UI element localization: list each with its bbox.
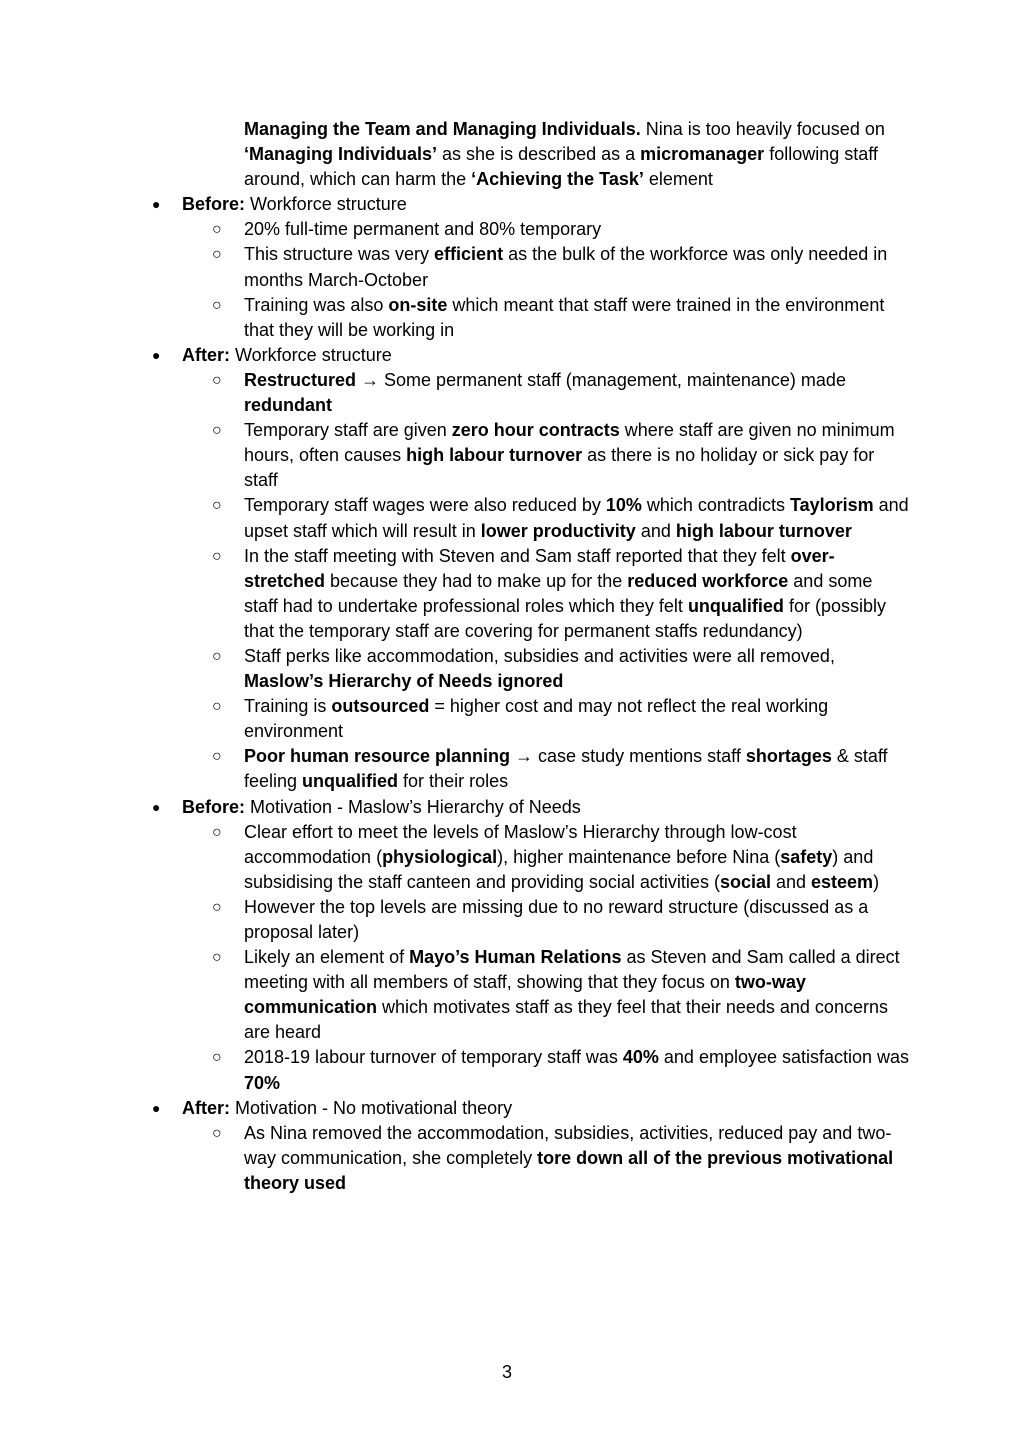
text-run: Temporary staff wages were also reduced by [244,495,606,516]
bold-text-run: high labour turnover [675,520,852,541]
bold-text-run: Maslow’s Hierarchy of Needs ignored [244,671,564,692]
section-item [150,343,910,795]
list-item-text [244,744,910,794]
bold-text-run: Taylorism [789,495,874,516]
bold-text-run: lower productivity [480,520,636,541]
bold-text-run: Poor human resource planning [244,746,511,767]
hollow-bullet-icon: ○ [212,1124,222,1142]
bold-text-run: safety [780,846,833,867]
text-run: which meant that staff were trained in the environment that they will be working in [244,294,885,340]
section-heading [182,1096,910,1121]
list-item-text [244,1121,910,1196]
bold-text-run: After: [182,1097,230,1118]
list-item [182,493,910,543]
text-run: Motivation - No motivational theory [230,1097,513,1118]
hollow-bullet-icon: ○ [212,547,222,565]
text-run: → Some permanent staff (management, maintenance) made [356,369,846,390]
bold-text-run: efficient [434,244,504,265]
bold-text-run: Before: [182,796,246,817]
section-heading [182,192,910,217]
hollow-bullet-icon: ○ [212,422,222,440]
hollow-bullet-icon: ○ [212,823,222,841]
bold-text-run: Managing the Team and Managing Individuals. [244,119,641,139]
text-run: for (possibly that the temporary staff are covering for permanent staffs redundancy) [244,595,886,641]
section-item [150,1096,910,1196]
text-run: Staff perks like accommodation, subsidies and activities were all removed, [244,645,835,666]
bold-text-run: 70% [244,1072,281,1093]
bold-text-run: physiological [382,846,498,867]
list-item [182,694,910,744]
text-run: and some staff had to undertake professional roles which they felt [244,570,873,616]
text-run: Likely an element of [244,947,410,968]
text-run: This structure was very [244,244,435,265]
text-run: because they had to make up for the [325,570,628,591]
text-run: As Nina removed the accommodation, subsidies, activities, reduced pay and two-way communication, she completely [244,1122,892,1168]
section-heading [182,343,910,368]
text-run: Clear effort to meet the levels of Maslow’s Hierarchy through low-cost accommodation ( [244,821,797,867]
text-run: which motivates staff as they feel that their needs and concerns are heard [244,997,888,1043]
sub-bullet-list [182,217,910,342]
text-run: following staff around, which can harm the [244,144,878,190]
text-run: Training is [244,696,332,717]
list-item [182,945,910,1045]
list-item-text [244,217,910,242]
page-number: 3 [501,1362,512,1382]
bold-text-run: shortages [745,746,832,767]
list-item-text [244,242,910,292]
text-run: and upset staff which will result in [244,495,909,541]
bold-text-run: redundant [244,395,332,416]
text-run: ), higher maintenance before Nina ( [497,846,781,867]
filled-bullet-icon: ● [152,798,161,815]
bold-text-run: two-way communication [244,972,806,1018]
text-run: for their roles [398,771,509,792]
hollow-bullet-icon: ○ [212,898,222,916]
section-item [150,795,910,1096]
text-run: as there is no holiday or sick pay for staff [244,445,875,491]
text-run: Nina is too heavily focused on [640,119,885,139]
hollow-bullet-icon: ○ [212,246,222,264]
filled-bullet-icon: ● [152,346,161,363]
text-run: → case study mentions staff [510,746,746,767]
section-item [150,192,910,343]
text-run: In the staff meeting with Steven and Sam staff reported that they felt [244,545,791,566]
bold-text-run: esteem [811,871,874,892]
bold-text-run: over-stretched [244,545,835,591]
text-run: and [770,871,812,892]
text-run: Training was also [244,294,389,315]
list-item-text [244,293,910,343]
bold-text-run: tore down all of the previous motivational theory used [244,1147,894,1193]
list-item-text [244,644,910,694]
text-run: and employee satisfaction was [658,1047,910,1068]
hollow-bullet-icon: ○ [212,748,222,766]
bold-text-run: high labour turnover [406,445,583,466]
list-item-text [244,544,910,644]
bold-text-run: 10% [605,495,642,516]
text-run: element [643,169,713,190]
filled-bullet-icon: ● [152,196,161,213]
text-run: & staff feeling [244,746,888,792]
list-item [182,368,910,418]
list-item [182,418,910,493]
list-item-text [244,493,910,543]
text-run: = higher cost and may not reflect the real working environment [244,696,829,742]
sub-bullet-list [182,1121,910,1196]
list-item [182,1045,910,1095]
hollow-bullet-icon: ○ [212,1049,222,1067]
sub-bullet-list [182,368,910,795]
bold-text-run: social [719,871,771,892]
list-item-text [244,1045,910,1095]
list-item [182,820,910,895]
filled-bullet-icon: ● [152,1099,161,1116]
bullet-list [150,192,910,1196]
bold-text-run: Before: [182,194,246,215]
bold-text-run: on-site [388,294,448,315]
text-run: ) [873,871,880,892]
sub-bullet-list [182,820,910,1096]
hollow-bullet-icon: ○ [212,949,222,967]
text-run: Workforce structure [230,344,392,365]
bold-text-run: ‘Managing Individuals’ [244,144,438,165]
text-run: 20% full-time permanent and 80% temporary [244,219,602,240]
text-run: However the top levels are missing due to no reward structure (discussed as a proposal later) [244,896,869,942]
list-item [182,544,910,644]
hollow-bullet-icon: ○ [212,647,222,665]
page-content [150,117,910,1196]
bold-text-run: Restructured [244,369,357,390]
list-item-text [244,418,910,493]
section-heading [182,795,910,820]
list-item-text [244,895,910,945]
text-run: Motivation - Maslow’s Hierarchy of Needs [245,796,581,817]
list-item-text [244,820,910,895]
text-run: Temporary staff are given [244,420,452,441]
text-run: Workforce structure [245,194,407,215]
hollow-bullet-icon: ○ [212,698,222,716]
text-run: where staff are given no minimum hours, often causes [244,420,895,466]
hollow-bullet-icon: ○ [212,221,222,239]
bold-text-run: micromanager [640,144,765,165]
list-item-text [244,368,910,418]
list-item [182,293,910,343]
list-item [182,242,910,292]
continuation-paragraph [244,117,910,192]
bold-text-run: outsourced [331,696,430,717]
text-run: 2018-19 labour turnover of temporary staff was [244,1047,623,1068]
list-item [182,644,910,694]
text-run: and [635,520,676,541]
bold-text-run: unqualified [302,771,399,792]
list-item-text [244,945,910,1045]
text-run: as Steven and Sam called a direct meeting with all members of staff, showing that they focus on [244,947,900,993]
text-run: ) and subsidising the staff canteen and providing social activities ( [244,846,874,892]
text-run: which contradicts [641,495,790,516]
list-item [182,1121,910,1196]
bold-text-run: Mayo’s Human Relations [409,947,622,968]
text-run: as she is described as a [437,144,641,165]
bold-text-run: ‘Achieving the Task’ [471,169,644,190]
bold-text-run: unqualified [687,595,784,616]
list-item [182,217,910,242]
bold-text-run: 40% [622,1047,659,1068]
hollow-bullet-icon: ○ [212,497,222,515]
text-run: as the bulk of the workforce was only needed in months March-October [244,244,888,290]
bold-text-run: reduced workforce [627,570,789,591]
list-item [182,744,910,794]
hollow-bullet-icon: ○ [212,371,222,389]
bold-text-run: zero hour contracts [451,420,620,441]
hollow-bullet-icon: ○ [212,296,222,314]
list-item [182,895,910,945]
list-item-text [244,694,910,744]
bold-text-run: After: [182,344,230,365]
